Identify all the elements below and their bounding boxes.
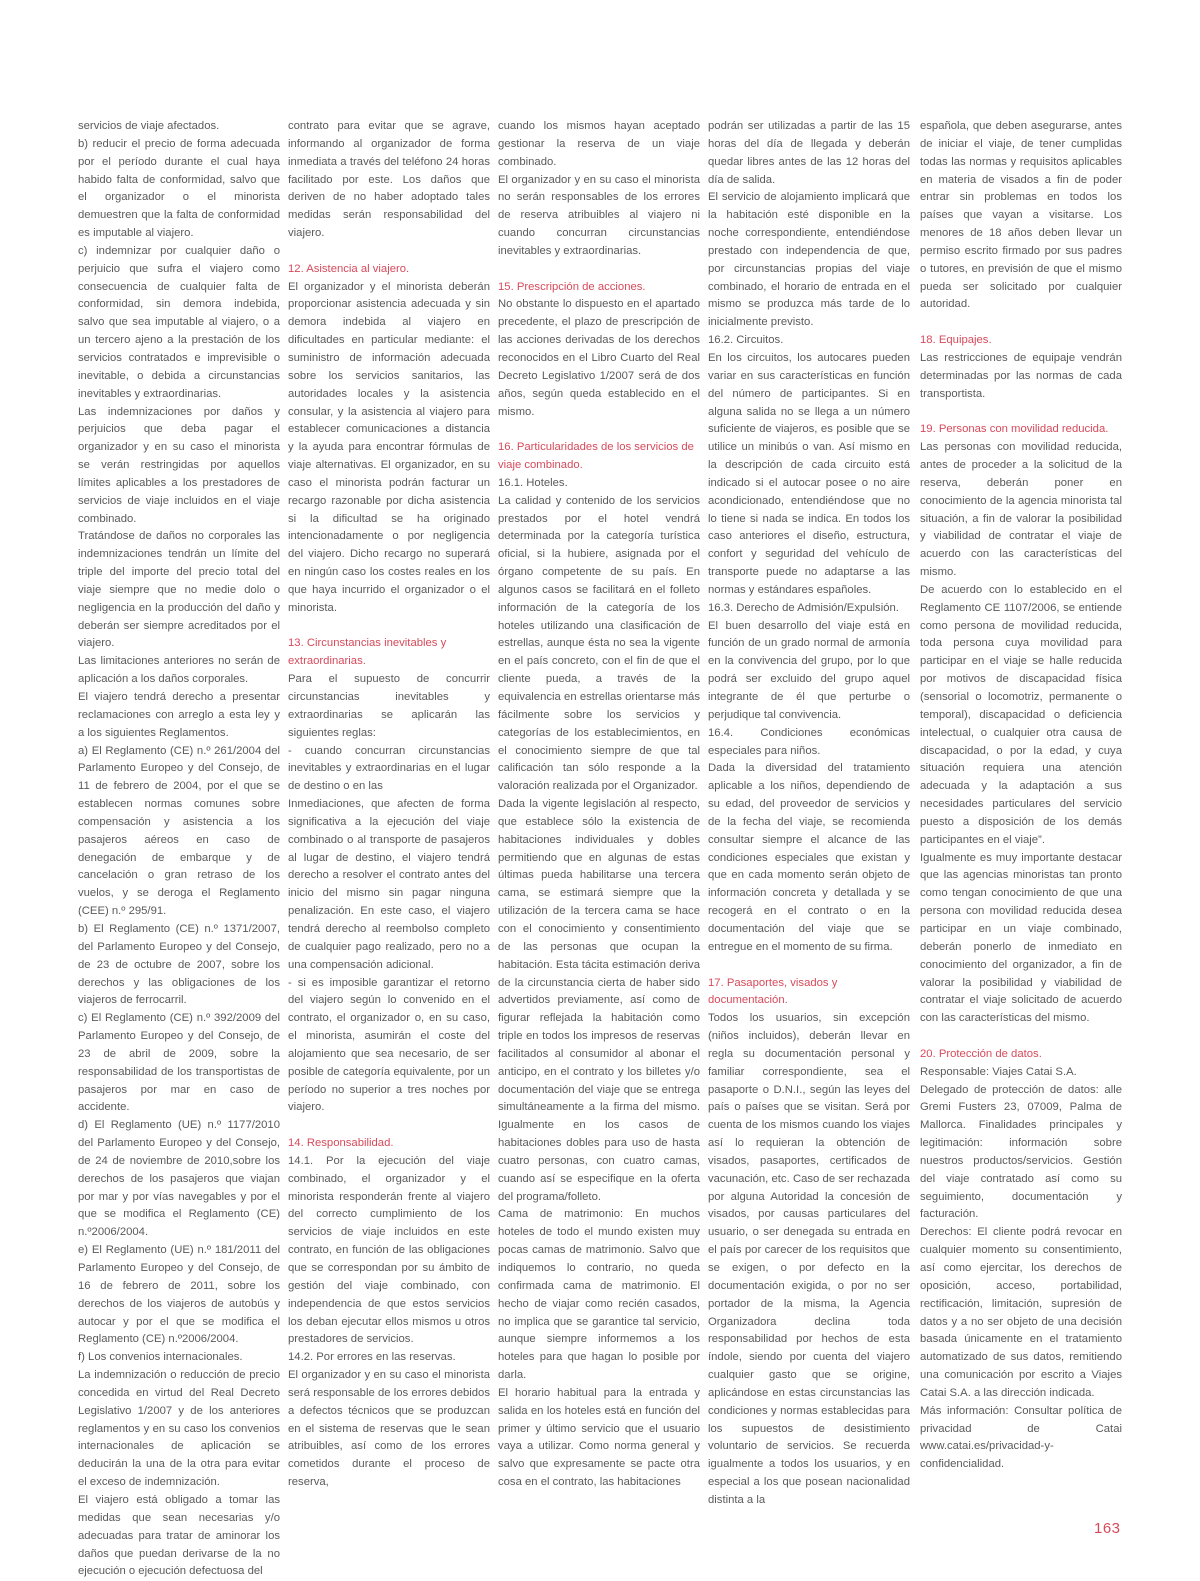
paragraph: Las indemnizaciones por daños y perjuicios que deba pagar el organizador y en su caso el minorista se verán restringidas por aquellos límites aplicables a los prestadores de servicios de viaje incluidos en el viaje combinado. [78,405,280,525]
paragraph: El viajero tendrá derecho a presentar reclamaciones con arreglo a esta ley y a los siguientes Reglamentos. [78,691,280,739]
page-number: 163 [1094,1520,1121,1537]
section-heading: 20. Protección de datos. [920,1047,1042,1060]
paragraph: - cuando concurran circunstancias inevitables y extraordinarias en el lugar de destino o en las [288,744,490,793]
paragraph: Igualmente es muy importante destacar que las agencias minoristas tan pronto como tengan conocimiento de que una persona con movilidad reducida desea participar en un viaje combinado, deberán ponerlo de inmediato en conocimiento del organizador, a fin de valorar la posibilidad y viabilidad de contratar el viaje solicitado de acuerdo con las características del mismo. [920,851,1122,1025]
paragraph: 16.4. Condiciones económicas especiales para niños. [708,726,910,757]
paragraph: El horario habitual para la entrada y salida en los hoteles está en función del primer y último servicio que el usuario vaya a utilizar. Como norma general y salvo que expresamente se pacte otra cosa en el contrato, las habitaciones [498,1386,700,1489]
paragraph: b) reducir el precio de forma adecuada por el período durante el cual haya habido falta de conformidad, salvo que el organizador o el minorista demuestren que la falta de conformidad es imputable al viajero. [78,137,280,240]
paragraph: a) El Reglamento (CE) n.º 261/2004 del Parlamento Europeo y del Consejo, de 11 de febrero de 2004, por el que se establecen normas comunes sobre compensación y asistencia a los pasajeros aéreos en caso de denegación de embarque y de cancelación o gran retraso de los vuelos, y se deroga el Reglamento (CEE) n.º 295/91. [78,744,280,918]
paragraph: El servicio de alojamiento implicará que la habitación esté disponible en la noche correspondiente, entendiéndose prestado con independencia de que, por circunstancias propias del viaje combinado, el horario de entrada en el mismo se produzca más tarde de lo inicialmente previsto. [708,191,910,329]
paragraph: podrán ser utilizadas a partir de las 15 horas del día de llegada y deberán quedar libres antes de las 12 horas del día de salida. [708,120,910,186]
paragraph: No obstante lo dispuesto en el apartado precedente, el plazo de prescripción de las acciones derivadas de los derechos reconocidos en el Libro Cuarto del Real Decreto Legislativo 1/2007 será de dos años, según queda establecido en el mismo. [498,298,700,418]
paragraph: - si es imposible garantizar el retorno del viajero según lo convenido en el contrato, el organizador o, en su caso, el minorista, asumirán el coste del alojamiento que sea necesario, de ser posible de categoría equivalente, por un período no superior a tres noches por viajero. [288,976,490,1114]
paragraph: servicios de viaje afectados. [78,120,220,132]
paragraph: f) Los convenios internacionales. [78,1351,243,1364]
paragraph: Más información: Consultar política de privacidad de Catai www.catai.es/privacidad-y-confidencialidad. [920,1404,1122,1471]
paragraph: El viajero está obligado a tomar las medidas que sean necesarias y/o adecuadas para tratar de aminorar los daños que puedan derivarse de la no ejecución o ejecución defectuosa del [78,1493,280,1578]
paragraph: b) El Reglamento (CE) n.º 1371/2007, del Parlamento Europeo y del Consejo, de 23 de octubre de 2007, sobre los derechos y las obligaciones de los viajeros de ferrocarril. [78,922,280,1007]
paragraph: El organizador y el minorista deberán proporcionar asistencia adecuada y sin demora indebida al viajero en dificultades en particular mediante: el suministro de información adecuada sobre los servicios sanitarios, las autoridades locales y la asistencia consular, y la asistencia al viajero para establecer comunicaciones a distancia y la ayuda para encontrar fórmulas de viaje alternativas. El organizador, en su caso el minorista podrán facturar un recargo razonable por dicha asistencia si la dificultad se ha originado intencionadamente o por negligencia del viajero. Dicho recargo no superará en ningún caso los costes reales en los que haya incurrido el organizador o el minorista. [288,280,490,614]
paragraph: 16.3. Derecho de Admisión/Expulsión. [708,601,899,614]
paragraph: Cama de matrimonio: En muchos hoteles de todo el mundo existen muy pocas camas de matrimonio. Salvo que indiquemos lo contrario, no queda confirmada cama de matrimonio. El hecho de viajar como recién casados, no implica que se garantice tal servicio, aunque siempre informemos a los hoteles para que hagan lo posible por darla. [498,1208,700,1382]
paragraph: 14.2. Por errores en las reservas. [288,1351,456,1364]
paragraph: Responsable: Viajes Catai S.A. [920,1065,1077,1078]
paragraph: El organizador y en su caso el minorista no serán responsables de los errores de reserva atribuibles al viajero ni cuando concurran circunstancias inevitables y extraordinarias. [498,173,700,257]
paragraph: El buen desarrollo del viaje está en función de un grado normal de armonía en la convivencia del grupo, por lo que podrá ser excluido del grupo aquel integrante de él que perturbe o perjudique tal convivencia. [708,619,910,721]
section-heading: 14. Responsabilidad. [288,1137,394,1150]
section-heading: 15. Prescripción de acciones. [498,280,646,293]
section-heading: 18. Equipajes. [920,334,992,347]
paragraph: El organizador y en su caso el minorista será responsable de los errores debidos a defectos técnicos que se produzcan en el sistema de reservas que le sean atribuibles, así como de los errores cometidos durante el proceso de reserva, [288,1369,490,1489]
text-column-5 [920,118,1122,1474]
paragraph: Las limitaciones anteriores no serán de aplicación a los daños corporales. [78,655,280,686]
section-heading: 12. Asistencia al viajero. [288,262,410,275]
paragraph: Inmediaciones, que afecten de forma significativa a la ejecución del viaje combinado o al transporte de pasajeros al lugar de destino, el viajero tendrá derecho a resolver el contrato antes del inicio del mismo sin pagar ninguna penalización. En este caso, el viajero tendrá derecho al reembolso completo de cualquier pago realizado, pero no a una compensación adicional. [288,798,490,971]
paragraph: c) El Reglamento (CE) n.º 392/2009 del Parlamento Europeo y del Consejo, de 23 de abril de 2009, sobre la responsabilidad de los transportistas de pasajeros por mar en caso de accidente. [78,1012,280,1114]
paragraph: 16.1. Hoteles. [498,476,568,489]
paragraph: 14.1. Por la ejecución del viaje combinado, el organizador y el minorista responderán frente al viajero del correcto cumplimiento de los servicios de viaje incluidos en este contrato, en función de las obligaciones que se correspondan por su ámbito de gestión del viaje combinado, con independencia de que estos servicios los deban ejecutar ellos mismos u otros prestadores de servicios. [288,1154,490,1346]
paragraph: c) indemnizar por cualquier daño o perjuicio que sufra el viajero como consecuencia de cualquier falta de conformidad, sin demora indebida, salvo que sea imputable al viajero, o a un tercero ajeno a la prestación de los servicios contratados e imprevisible o inevitable, o debida a circunstancias inevitables y extraordinarias. [78,244,280,400]
paragraph: e) El Reglamento (UE) n.º 181/2011 del Parlamento Europeo y del Consejo, de 16 de febrero de 2011, sobre los derechos de los viajeros de autobús y autocar y por el que se modifica el Reglamento (CE) n.º2006/2004. [78,1244,280,1346]
section-heading: 17. Pasaportes, visados y documentación. [708,976,838,1007]
paragraph: Todos los usuarios, sin excepción (niños incluidos), deberán llevar en regla su documentación personal y familiar correspondiente, sea el pasaporte o D.N.I., según las leyes del país o países que se visitan. Será por cuenta de los mismos cuando los viajes así lo requieran la obtención de visados, pasaportes, certificados de vacunación, etc. Caso de ser rechazada por alguna Autoridad la concesión de visados, por causas particulares del usuario, o ser denegada su entrada en el país por carecer de los requisitos que se exigen, o por defecto en la documentación exigida, o por no ser portador de la misma, la Agencia Organizadora declina toda responsabilidad por hechos de esta índole, siendo por cuenta del viajero cualquier gasto que se origine, aplicándose en estas circunstancias las condiciones y normas establecidas para los supuestos de desistimiento voluntario de servicios. Se recuerda igualmente a todos los usuarios, y en especial a los que posean nacionalidad distinta a la [708,1012,910,1506]
text-column-3 [498,118,700,1492]
paragraph: Dada la vigente legislación al respecto, que establece sólo la existencia de habitaciones individuales y dobles permitiendo que en algunas de estas últimas pueda habilitarse una tercera cama, se estimará siempre que la utilización de la tercera cama se hace con el conocimiento y consentimiento de las personas que ocupan la habitación. Esta tácita estimación deriva de la circunstancia cierta de haber sido advertidos previamente, así como de figurar reflejada la habitación como triple en todos los impresos de reservas facilitados al consumidor al abonar el anticipo, en el contrato y los billetes y/o documentación del viaje que se entrega simultáneamente a la firma del mismo. Igualmente en los casos de habitaciones dobles para uso de hasta cuatro personas, con cuatro camas, cuando así se especifique en la oferta del programa/folleto. [498,798,700,1203]
paragraph: Dada la diversidad del tratamiento aplicable a los niños, dependiendo de su edad, del proveedor de servicios y de la fecha del viaje, se recomienda consultar siempre el alcance de las condiciones especiales que existan y que en cada momento serán objeto de información concreta y detallada y se recogerá en el contrato o en la documentación del viaje que se entregue en el momento de su firma. [708,762,910,953]
paragraph: La calidad y contenido de los servicios prestados por el hotel vendrá determinada por la categoría turística oficial, si la hubiere, asignada por el órgano competente de su país. En algunos casos se facilitará en el folleto información de la categoría de los hoteles utilizando una clasificación de estrellas, aunque ésta no sea la vigente en el país concreto, con el fin de que el cliente pueda, a través de la equivalencia en estrellas orientarse más fácilmente sobre los servicios y categorías de los establecimientos, en el conocimiento siempre de que tal calificación tan sólo responde a la valoración realizada por el Organizador. [498,494,700,793]
paragraph: Delegado de protección de datos: alle Gremi Fusters 23, 07009, Palma de Mallorca. Finalidades principales y legitimación: información sobre nuestros productos/servicios. Gestión del viaje contratado así como su seguimiento, documentación y facturación. [920,1083,1122,1221]
paragraph: 16.2. Circuitos. [708,334,784,347]
text-column-4 [708,118,910,1510]
paragraph: d) El Reglamento (UE) n.º 1177/2010 del Parlamento Europeo y del Consejo, de 24 de noviembre de 2010,sobre los derechos de los pasajeros que viajan por mar y por vías navegables y por el que se modifica el Reglamento (CE) n.º2006/2004. [78,1119,280,1239]
paragraph: Las personas con movilidad reducida, antes de proceder a la solicitud de la reserva, deberán poner en conocimiento de la agencia minorista tal situación, a fin de valorar la posibilidad y viabilidad de contratar el viaje de acuerdo con las características del mismo. [920,441,1122,579]
paragraph: En los circuitos, los autocares pueden variar en sus características en función del número de participantes. Si en alguna salida no se llega a un número suficiente de viajeros, es posible que se utilice un minibús o van. Así mismo en la descripción de cada circuito está indicado si el autocar posee o no aire acondicionado, entendiéndose que no lo tiene si nada se indica. En todos los caso anteriores el diseño, estructura, confort y seguridad del vehículo de transporte puede no adaptarse a las normas y estándares españoles. [708,351,910,596]
section-heading: 19. Personas con movilidad reducida. [920,423,1109,436]
text-column-2 [288,118,490,1492]
paragraph: contrato para evitar que se agrave, informando al organizador de forma inmediata a través del teléfono 24 horas facilitado por este. Los daños que deriven de no haber adoptado tales medidas serán responsabilidad del viajero. [288,120,490,240]
paragraph: De acuerdo con lo establecido en el Reglamento CE 1107/2006, se entiende como persona de movilidad reducida, toda persona cuya movilidad para participar en el viaje se halle reducida por motivos de discapacidad física (sensorial o locomotriz, permanente o temporal), discapacidad o deficiencia intelectual, o cualquier otra causa de discapacidad, o por la edad, y cuya situación requiera una atención adecuada y la adaptación a sus necesidades particulares del servicio puesto a disposición de los demás participantes en el viaje”. [920,583,1122,846]
paragraph: Las restricciones de equipaje vendrán determinadas por las normas de cada transportista. [920,351,1122,400]
paragraph: Tratándose de daños no corporales las indemnizaciones tendrán un límite del triple del importe del precio total del viaje siempre que no medie dolo o negligencia en la producción del daño y deberán ser siempre acreditados por el viajero. [78,530,280,650]
section-heading: 16. Particularidades de los servicios de viaje combinado. [498,441,694,472]
paragraph: Derechos: El cliente podrá revocar en cualquier momento su consentimiento, así como ejercitar, los derechos de oposición, acceso, portabilidad, rectificación, limitación, supresión de datos y a no ser objeto de una decisión basada únicamente en el tratamiento automatizado de sus datos, remitiendo una comunicación por escrito a Viajes Catai S.A. a las dirección indicada. [920,1226,1122,1399]
paragraph: La indemnización o reducción de precio concedida en virtud del Real Decreto Legislativo 1/2007 y de los anteriores reglamentos y en su caso los convenios internacionales de aplicación se deducirán la una de la otra para evitar el exceso de indemnización. [78,1369,280,1489]
paragraph: Para el supuesto de concurrir circunstancias inevitables y extraordinarias se aplicarán las siguientes reglas: [288,673,490,739]
section-heading: 13. Circunstancias inevitables y extraordinarias. [288,637,447,668]
text-column-1 [78,118,280,1581]
paragraph: cuando los mismos hayan aceptado gestionar la reserva de un viaje combinado. [498,120,700,168]
paragraph: española, que deben asegurarse, antes de iniciar el viaje, de tener cumplidas todas las normas y requisitos aplicables en materia de visados a fin de poder entrar sin problemas en todos los países que vayan a visitarse. Los menores de 18 años deben llevar un permiso escrito firmado por sus padres o tutores, en previsión de que el mismo pueda ser solicitado por cualquier autoridad. [920,120,1122,311]
